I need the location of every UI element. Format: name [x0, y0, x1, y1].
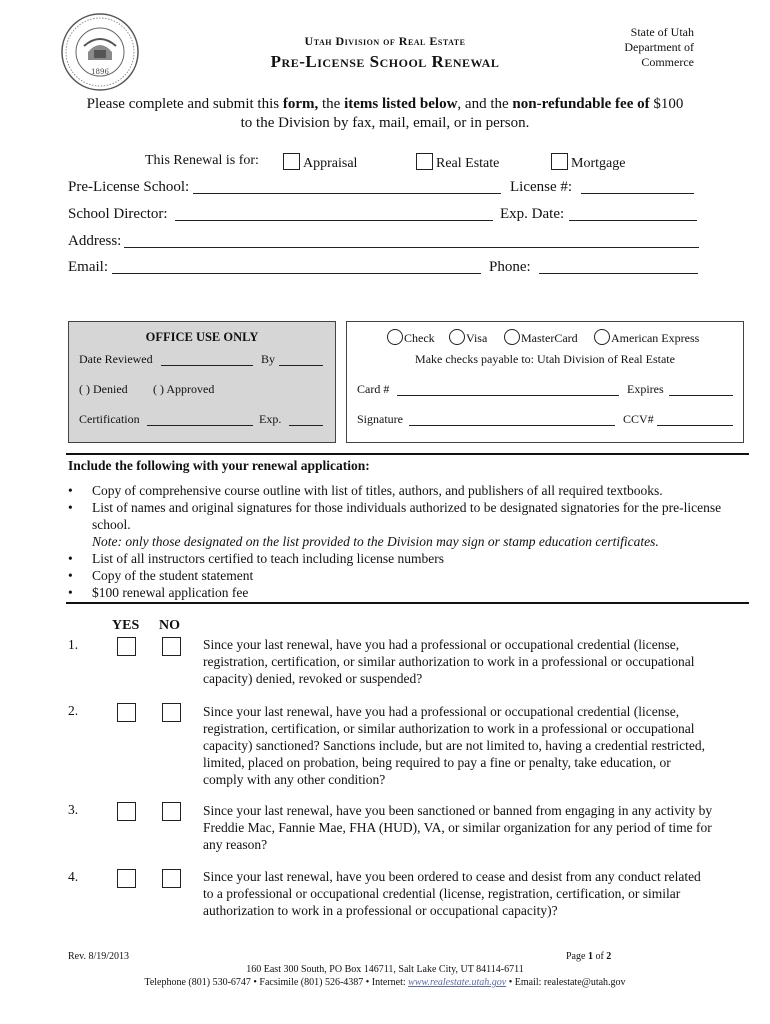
divider [66, 602, 749, 604]
exp-label: Exp. [259, 412, 282, 426]
no-header: NO [159, 618, 180, 633]
card-label: Card # [357, 382, 390, 396]
form-title: Pre-License School Renewal [270, 52, 500, 71]
appraisal-option[interactable]: Appraisal [283, 153, 357, 172]
question-text: Since your last renewal, have you had a professional or occupational credential (license, registration, certification, or similar authorization to work in a professional or occupational capacity) sanctioned? Sanctions include, but are not limited to, having a credential restricted, limited, placed on probation, being required to pay a fine or penalty, take education, or comply with any other condition? [203, 704, 705, 787]
office-use-box [68, 321, 336, 443]
ccv-label: CCV# [623, 412, 654, 426]
list-item: • Copy of comprehensive course outline with list of titles, authors, and publishers of all required textbooks. [68, 483, 663, 498]
q4-no-checkbox[interactable] [162, 869, 181, 888]
amex-radio[interactable] [594, 329, 610, 345]
director-label: School Director: [68, 206, 168, 222]
mastercard-radio[interactable] [504, 329, 520, 345]
school-label: Pre-License School: [68, 179, 190, 195]
note-text: Note: only those designated on the list provided to the Division may sign or stamp education certificates. [92, 534, 659, 549]
phone-label: Phone: [489, 259, 531, 275]
list-item: • Copy of the student statement [68, 568, 254, 583]
exp-date-label: Exp. Date: [500, 206, 565, 222]
q1-no-checkbox[interactable] [162, 637, 181, 656]
signature-field[interactable] [409, 425, 615, 426]
q4-yes-checkbox[interactable] [117, 869, 136, 888]
date-reviewed-label: Date Reviewed [79, 352, 153, 366]
renewal-type-label: This Renewal is for: [145, 153, 259, 168]
address-field[interactable] [124, 247, 699, 248]
signature-label: Signature [357, 412, 403, 426]
mortgage-option[interactable]: Mortgage [551, 153, 625, 172]
website-link[interactable]: www.realestate.utah.gov [408, 977, 507, 988]
email-label: Email: [68, 259, 108, 275]
question-number: 2. [68, 703, 79, 718]
real-estate-option[interactable]: Real Estate [416, 153, 499, 172]
q1-yes-checkbox[interactable] [117, 637, 136, 656]
list-item: • $100 renewal application fee [68, 585, 249, 600]
license-field[interactable] [581, 193, 694, 194]
divider [66, 453, 749, 455]
address-label: Address: [68, 233, 122, 249]
check-option[interactable]: Check [387, 329, 435, 346]
q2-no-checkbox[interactable] [162, 703, 181, 722]
intro-text: Please complete and submit this form, the items listed below, and the non-refundable fee of $100 to the Division by fax, mail, email, or in person. [86, 96, 684, 131]
list-item: • List of names and original signatures for those individuals authorized to be designated signatories for the pre-license school. Note: only those designated on the list provided to the Division may sign or stamp education certificates. [68, 500, 722, 549]
amex-option[interactable]: American Express [594, 329, 699, 346]
license-label: License #: [510, 179, 573, 195]
certification-field[interactable] [147, 425, 253, 426]
question-number: 4. [68, 869, 79, 884]
q3-yes-checkbox[interactable] [117, 802, 136, 821]
date-reviewed-field[interactable] [161, 365, 253, 366]
phone-field[interactable] [539, 273, 698, 274]
visa-option[interactable]: Visa [449, 329, 487, 346]
director-field[interactable] [175, 220, 493, 221]
email-field[interactable] [112, 273, 481, 274]
footer-contact: Telephone (801) 530-6747 • Facsimile (801) 526-4387 • Internet: www.realestate.utah.gov • Email: realestate@utah.gov [144, 977, 626, 988]
exp-date-field[interactable] [569, 220, 697, 221]
question-number: 3. [68, 802, 79, 817]
expires-field[interactable] [669, 395, 733, 396]
yes-header: YES [112, 618, 140, 633]
denied-option[interactable]: ( ) Denied [79, 382, 128, 396]
expires-label: Expires [627, 382, 664, 396]
payment-box [346, 321, 744, 443]
list-item: • List of all instructors certified to teach including license numbers [68, 551, 445, 566]
by-field[interactable] [279, 365, 323, 366]
question-text: Since your last renewal, have you been ordered to cease and desist from any conduct related to a professional or occupational credential (license, registration, certification, or similar authorization to work in a professional or occupational capacity)? [203, 869, 701, 918]
footer-address: 160 East 300 South, PO Box 146711, Salt Lake City, UT 84114-6711 [246, 964, 524, 975]
question-number: 1. [68, 637, 79, 652]
q3-no-checkbox[interactable] [162, 802, 181, 821]
include-heading: Include the following with your renewal application: [68, 458, 370, 473]
mastercard-option[interactable]: MasterCard [504, 329, 578, 346]
ccv-field[interactable] [657, 425, 733, 426]
question-text: Since your last renewal, have you been sanctioned or banned from engaging in any activity by Freddie Mac, Fannie Mae, FHA (HUD), VA, or similar organization for any period of time for any reason? [203, 803, 713, 852]
office-use-heading: OFFICE USE ONLY [145, 330, 259, 344]
mortgage-checkbox[interactable] [551, 153, 568, 170]
approved-option[interactable]: ( ) Approved [153, 382, 215, 396]
question-text: Since your last renewal, have you had a professional or occupational credential (license, registration, certification, or similar authorization to work in a professional or occupational capacity) denied, revoked or suspended? [203, 637, 695, 686]
payable-note: Make checks payable to: Utah Division of Real Estate [415, 352, 675, 366]
check-radio[interactable] [387, 329, 403, 345]
visa-radio[interactable] [449, 329, 465, 345]
revision-date: Rev. 8/19/2013 [68, 951, 130, 962]
certification-label: Certification [79, 412, 140, 426]
q2-yes-checkbox[interactable] [117, 703, 136, 722]
real-estate-checkbox[interactable] [416, 153, 433, 170]
page-number: Page 1 of 2 [566, 951, 612, 962]
school-field[interactable] [193, 193, 501, 194]
state-department: State of Utah Department of Commerce [624, 25, 694, 69]
include-list [68, 482, 738, 601]
appraisal-checkbox[interactable] [283, 153, 300, 170]
agency-name: Utah Division of Real Estate [304, 34, 466, 48]
exp-field[interactable] [289, 425, 323, 426]
by-label: By [261, 352, 276, 366]
card-number-field[interactable] [397, 395, 619, 396]
svg-text:1896: 1896 [91, 68, 109, 76]
